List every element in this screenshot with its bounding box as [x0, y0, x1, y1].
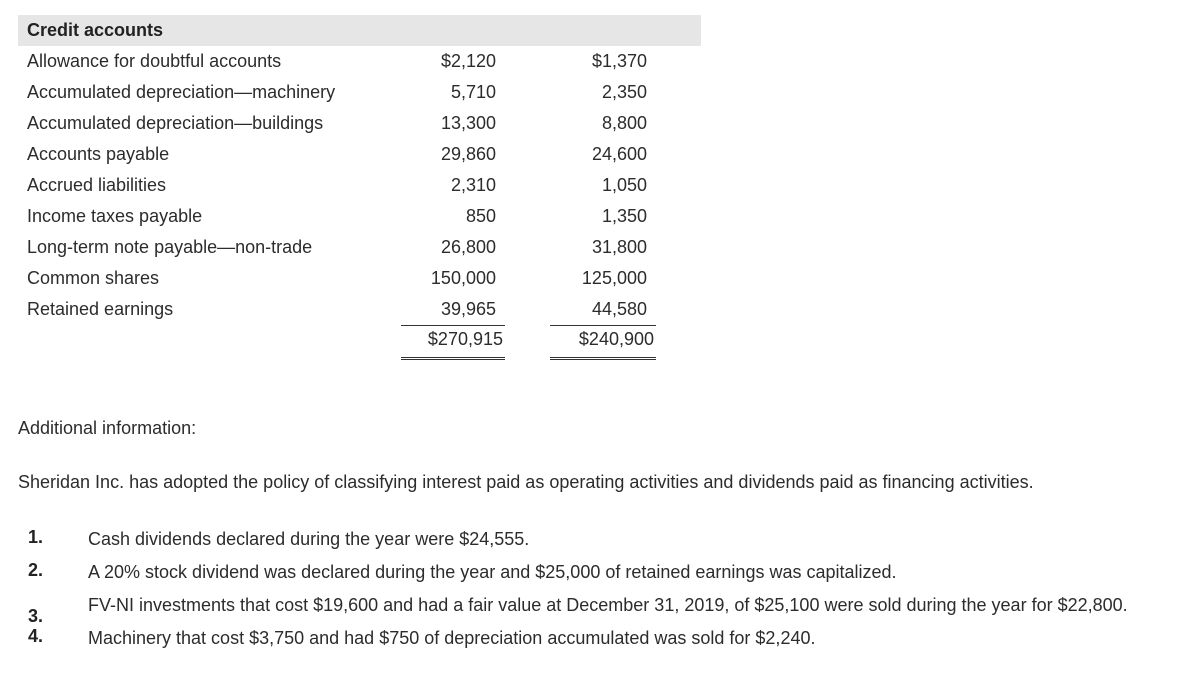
- table-row: [18, 108, 701, 139]
- list-item: [18, 560, 1158, 585]
- total-2019: [550, 325, 656, 360]
- row-label: Common shares: [27, 268, 160, 288]
- item-text: Machinery that cost $3,750 and had $750 of depreciation accumulated was sold for $2,240.: [88, 628, 816, 648]
- row-label: Long-term note payable—non-trade: [27, 237, 313, 257]
- table-row: [18, 139, 701, 170]
- row-value-2019: 2,350: [601, 82, 647, 102]
- row-value-2020: 5,710: [450, 82, 496, 102]
- item-text: Cash dividends declared during the year were $24,555.: [88, 529, 530, 549]
- row-label: Accrued liabilities: [27, 175, 167, 195]
- row-value-2019: 1,050: [601, 175, 647, 195]
- additional-info-list: [18, 527, 1158, 659]
- item-number: 1.: [28, 527, 44, 547]
- table-row: [18, 232, 701, 263]
- row-label: Retained earnings: [27, 299, 174, 319]
- item-number: 2.: [28, 560, 44, 580]
- table-row: [18, 170, 701, 201]
- row-value-2019: 31,800: [591, 237, 647, 257]
- row-label: Allowance for doubtful accounts: [27, 51, 282, 71]
- table-row: [18, 294, 701, 325]
- row-value-2020: 150,000: [430, 268, 496, 288]
- row-value-2019: 1,350: [601, 206, 647, 226]
- row-label: Accumulated depreciation—buildings: [27, 113, 324, 133]
- table-row: [18, 263, 701, 294]
- row-value-2019: 24,600: [591, 144, 647, 164]
- row-label: Income taxes payable: [27, 206, 203, 226]
- row-value-2020: 29,860: [440, 144, 496, 164]
- list-item: [18, 626, 1158, 651]
- total-2020: [401, 325, 505, 360]
- policy-text: Sheridan Inc. has adopted the policy of classifying interest paid as operating activities and dividends paid as financing activities.: [18, 472, 1034, 492]
- table-row: [18, 46, 701, 77]
- table-header-label: Credit accounts: [27, 20, 164, 40]
- total-2020-value: $270,915: [427, 329, 503, 349]
- table-row: [18, 201, 701, 232]
- row-value-2019: 125,000: [581, 268, 647, 288]
- item-number: 3.: [28, 606, 44, 626]
- row-value-2019: $1,370: [591, 51, 647, 71]
- totals-row: [18, 325, 701, 365]
- list-item: [18, 527, 1158, 552]
- item-number: 4.: [28, 626, 44, 646]
- row-value-2019: 44,580: [591, 299, 647, 319]
- row-value-2020: $2,120: [440, 51, 496, 71]
- row-value-2020: 39,965: [440, 299, 496, 319]
- row-label: Accumulated depreciation—machinery: [27, 82, 336, 102]
- list-item: [18, 593, 1158, 626]
- row-value-2020: 13,300: [440, 113, 496, 133]
- total-2019-value: $240,900: [578, 329, 654, 349]
- credit-accounts-table: [18, 15, 701, 365]
- row-value-2019: 8,800: [601, 113, 647, 133]
- additional-info-heading: Additional information:: [18, 418, 197, 438]
- table-header: [18, 15, 701, 46]
- row-value-2020: 850: [465, 206, 496, 226]
- item-text: FV-NI investments that cost $19,600 and had a fair value at December 31, 2019, of $25,100 were sold during the year for $22,800.: [88, 595, 1128, 615]
- row-value-2020: 26,800: [440, 237, 496, 257]
- row-value-2020: 2,310: [450, 175, 496, 195]
- item-text: A 20% stock dividend was declared during the year and $25,000 of retained earnings was capitalized.: [88, 562, 897, 582]
- row-label: Accounts payable: [27, 144, 170, 164]
- table-row: [18, 77, 701, 108]
